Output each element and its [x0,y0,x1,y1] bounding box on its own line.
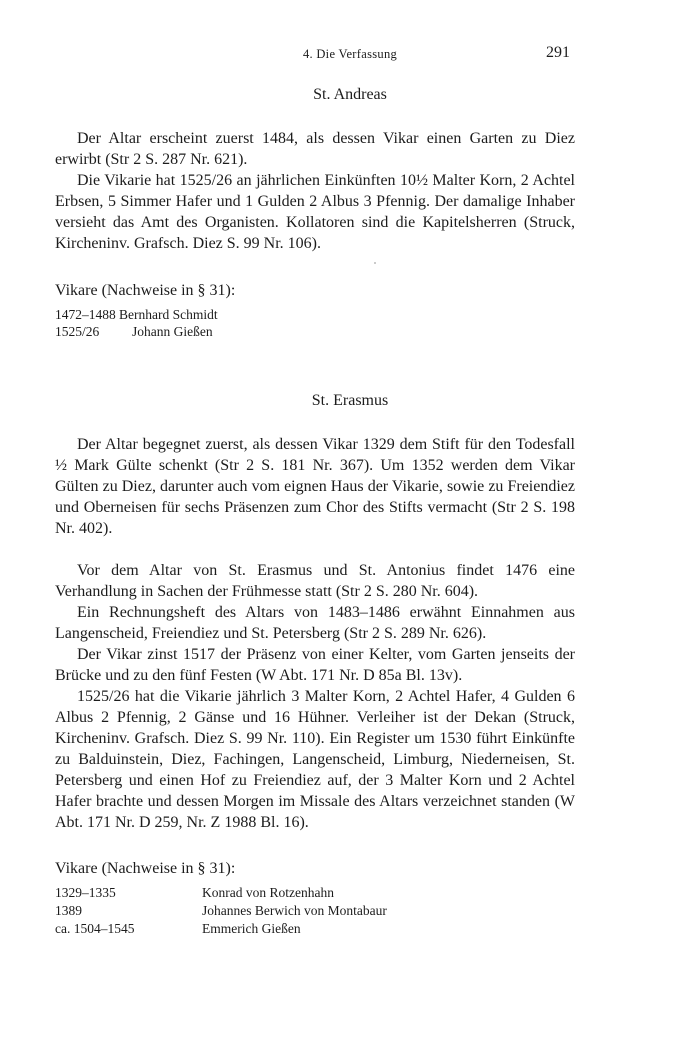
vikar-row [55,306,218,323]
vikar-row [55,323,213,340]
vikar-name: Johannes Berwich von Montabaur [202,903,387,918]
section-title-erasmus: St. Erasmus [311,392,389,409]
paragraph: Der Vikar zinst 1517 der Präsenz von einer Kelter, vom Garten jenseits der Brücke und zu den fünf Festen (W Abt. 171 Nr. D 85a Bl. 13v). [55,646,575,684]
chapter-title: 4. Die Verfassung [302,47,398,61]
vikar-name: Konrad von Rotzenhahn [202,885,334,900]
vikar-row [55,902,387,919]
vikar-row [55,884,334,901]
vikar-name: Bernhard Schmidt [119,307,218,322]
vikar-years: 1389 [55,903,82,918]
paragraph: Ein Rechnungsheft des Altars von 1483–1486 erwähnt Einnahmen aus Langenscheid, Freiendiez und St. Petersberg (Str 2 S. 289 Nr. 626). [55,604,575,642]
paragraph: 1525/26 hat die Vikarie jährlich 3 Malter Korn, 2 Achtel Hafer, 4 Gulden 6 Albus 2 Pfennig, 2 Gänse und 16 Hühner. Verleiher ist der Dekan (Struck, Kircheninv. Grafsch. Diez S. 99 Nr. 110). Ein Register um 1530 führt Einkünfte zu Balduinstein, Diez, Fachingen, Langenscheid, Limburg, Niederneisen, St. Petersberg und einen Hof zu Freiendiez auf, der 3 Malter Korn und 2 Achtel Hafer brachte und dessen Morgen im Missale des Altars verzeichnet standen (W Abt. 171 Nr. D 259, Nr. Z 1988 Bl. 16). [55,688,575,831]
paragraph: Der Altar erscheint zuerst 1484, als dessen Vikar einen Garten zu Diez erwirbt (Str 2 S. 287 Nr. 621). [55,130,575,168]
vikar-name: Emmerich Gießen [202,921,301,936]
paragraph: Vor dem Altar von St. Erasmus und St. Antonius findet 1476 eine Verhandlung in Sachen der Frühmesse statt (Str 2 S. 280 Nr. 604). [55,562,575,600]
paragraph: Der Altar begegnet zuerst, als dessen Vikar 1329 dem Stift für den Todesfall ½ Mark Gülte schenkt (Str 2 S. 181 Nr. 367). Um 1352 werden dem Vikar Gülten zu Diez, darunter auch vom eignen Haus der Vikarie, sowie zu Freiendiez und Oberneisen für sechs Präsenzen zum Chor des Stifts vermacht (Str 2 S. 198 Nr. 402). [55,436,575,537]
section-title-andreas: St. Andreas [313,86,387,103]
vikar-row [55,920,301,937]
vikar-years: 1525/26 [55,324,100,339]
vikare-heading: Vikare (Nachweise in § 31): [55,860,236,877]
paragraph: Die Vikarie hat 1525/26 an jährlichen Einkünften 10½ Malter Korn, 2 Achtel Erbsen, 5 Simmer Hafer und 1 Gulden 2 Albus 3 Pfennig. Der damalige Inhaber versieht das Amt des Organisten. Kollatoren sind die Kapitelsherren (Struck, Kircheninv. Grafsch. Diez S. 99 Nr. 106). [55,172,575,252]
vikar-name: Johann Gießen [132,324,213,339]
vikar-years: 1472–1488 [55,307,116,322]
stray-mark [374,262,376,264]
vikar-years: ca. 1504–1545 [55,921,135,936]
page-number: 291 [546,44,570,61]
vikar-years: 1329–1335 [55,885,116,900]
vikare-heading: Vikare (Nachweise in § 31): [55,282,236,299]
